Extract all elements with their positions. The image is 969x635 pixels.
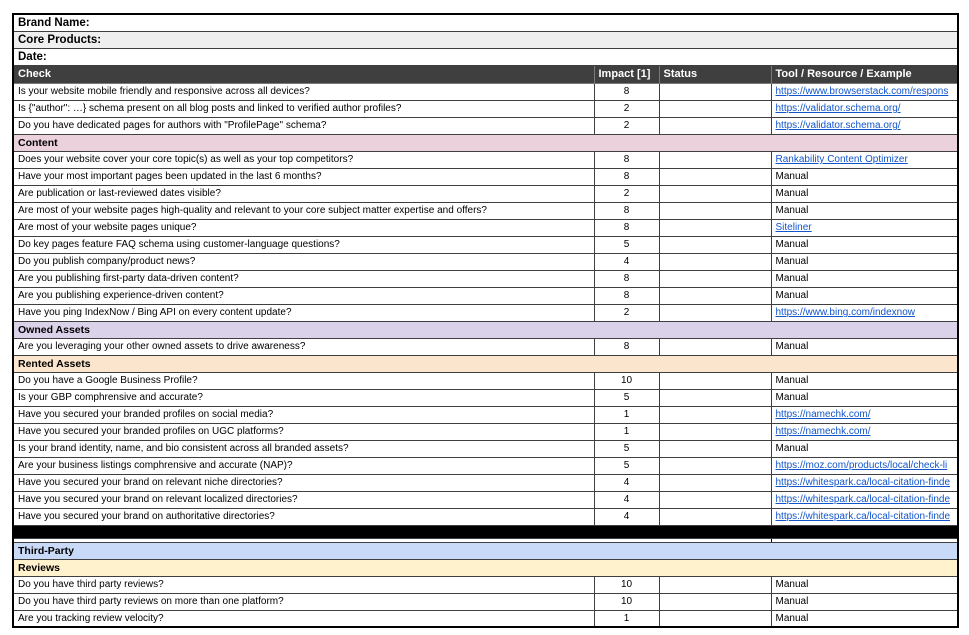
status-cell — [659, 576, 771, 593]
checklist-row — [13, 287, 958, 304]
status-cell — [659, 219, 771, 236]
impact-score-cell: 2 — [594, 117, 659, 134]
section-header-label: Content — [13, 134, 958, 151]
tool-resource-cell: Manual — [771, 168, 958, 185]
status-cell — [659, 168, 771, 185]
status-cell — [659, 236, 771, 253]
tool-resource-cell — [771, 151, 958, 168]
tool-resource-cell — [771, 406, 958, 423]
checklist-row — [13, 304, 958, 321]
impact-score-cell: 1 — [594, 406, 659, 423]
tool-resource-cell: Manual — [771, 440, 958, 457]
status-cell — [659, 593, 771, 610]
impact-score-cell: 8 — [594, 151, 659, 168]
status-cell — [659, 610, 771, 627]
checklist-row — [13, 185, 958, 202]
check-question-cell: Have you ping IndexNow / Bing API on every content update? — [13, 304, 594, 321]
impact-score-cell: 8 — [594, 287, 659, 304]
tool-resource-cell: Manual — [771, 185, 958, 202]
checklist-row — [13, 406, 958, 423]
tool-resource-link[interactable]: Siteliner — [775, 222, 812, 233]
checklist-row — [13, 372, 958, 389]
section-header-row — [13, 542, 958, 559]
check-question-cell: Are most of your website pages unique? — [13, 219, 594, 236]
section-header-row — [13, 355, 958, 372]
tool-resource-cell: Manual — [771, 372, 958, 389]
tool-resource-cell: Manual — [771, 270, 958, 287]
info-row-label: Date: — [13, 48, 958, 65]
status-cell — [659, 423, 771, 440]
checklist-row — [13, 83, 958, 100]
checklist-row — [13, 202, 958, 219]
tool-resource-cell — [771, 491, 958, 508]
tool-resource-cell: Manual — [771, 287, 958, 304]
tool-resource-cell: Manual — [771, 338, 958, 355]
column-header-row — [13, 65, 958, 83]
check-question-cell: Are you tracking review velocity? — [13, 610, 594, 627]
checklist-row — [13, 253, 958, 270]
tool-resource-link[interactable]: https://moz.com/products/local/check-li — [775, 460, 948, 471]
check-question-cell: Do you publish company/product news? — [13, 253, 594, 270]
impact-score-cell: 4 — [594, 491, 659, 508]
impact-score-cell: 1 — [594, 423, 659, 440]
status-cell — [659, 287, 771, 304]
section-header-label: Owned Assets — [13, 321, 958, 338]
status-cell — [659, 406, 771, 423]
column-header-tool: Tool / Resource / Example — [771, 65, 958, 83]
info-row — [13, 14, 958, 31]
status-cell — [659, 389, 771, 406]
status-cell — [659, 270, 771, 287]
impact-score-cell: 2 — [594, 304, 659, 321]
section-header-row — [13, 321, 958, 338]
section-header-label: Rented Assets — [13, 355, 958, 372]
check-question-cell: Are you publishing experience-driven content? — [13, 287, 594, 304]
check-question-cell: Have you secured your brand on relevant localized directories? — [13, 491, 594, 508]
tool-resource-cell — [771, 219, 958, 236]
impact-score-cell: 8 — [594, 202, 659, 219]
impact-score-cell: 10 — [594, 576, 659, 593]
check-question-cell: Is {"author": …} schema present on all blog posts and linked to verified author profiles? — [13, 100, 594, 117]
tool-resource-cell — [771, 423, 958, 440]
checklist-row — [13, 474, 958, 491]
impact-score-cell: 8 — [594, 270, 659, 287]
impact-score-cell: 8 — [594, 83, 659, 100]
status-cell — [659, 508, 771, 525]
checklist-row — [13, 117, 958, 134]
section-header-label: Third-Party — [13, 542, 958, 559]
tool-resource-cell — [771, 457, 958, 474]
status-cell — [659, 83, 771, 100]
check-question-cell: Are you publishing first-party data-driven content? — [13, 270, 594, 287]
check-question-cell: Have you secured your branded profiles on UGC platforms? — [13, 423, 594, 440]
tool-resource-cell: Manual — [771, 236, 958, 253]
tool-resource-cell: Manual — [771, 593, 958, 610]
tool-resource-cell: Manual — [771, 389, 958, 406]
check-question-cell: Do you have a Google Business Profile? — [13, 372, 594, 389]
info-row — [13, 48, 958, 65]
tool-resource-link[interactable]: https://whitespark.ca/local-citation-finde — [775, 494, 951, 505]
info-row-label: Core Products: — [13, 31, 958, 48]
checklist-row — [13, 219, 958, 236]
checklist-row — [13, 440, 958, 457]
impact-score-cell: 10 — [594, 372, 659, 389]
check-question-cell: Have you secured your brand on authoritative directories? — [13, 508, 594, 525]
impact-score-cell: 4 — [594, 253, 659, 270]
tool-resource-cell: Manual — [771, 576, 958, 593]
tool-resource-cell — [771, 304, 958, 321]
impact-score-cell: 1 — [594, 610, 659, 627]
tool-resource-cell — [771, 508, 958, 525]
check-question-cell: Are publication or last-reviewed dates visible? — [13, 185, 594, 202]
checklist-row — [13, 100, 958, 117]
tool-resource-link[interactable]: https://www.browserstack.com/respons — [775, 86, 949, 97]
impact-score-cell: 8 — [594, 168, 659, 185]
impact-score-cell: 4 — [594, 474, 659, 491]
impact-score-cell: 5 — [594, 236, 659, 253]
tool-resource-link[interactable]: https://namechk.com/ — [775, 426, 871, 437]
status-cell — [659, 372, 771, 389]
status-cell — [659, 151, 771, 168]
impact-score-cell: 4 — [594, 508, 659, 525]
status-cell — [659, 491, 771, 508]
section-header-row — [13, 559, 958, 576]
checklist-row — [13, 270, 958, 287]
audit-checklist-table — [12, 13, 959, 628]
tool-resource-link[interactable]: https://whitespark.ca/local-citation-finde — [775, 477, 951, 488]
check-question-cell: Does your website cover your core topic(s) as well as your top competitors? — [13, 151, 594, 168]
info-row-label: Brand Name: — [13, 14, 958, 31]
check-question-cell: Are most of your website pages high-quality and relevant to your core subject matter expertise and offers? — [13, 202, 594, 219]
status-cell — [659, 100, 771, 117]
tool-resource-link[interactable]: https://www.bing.com/indexnow — [775, 307, 916, 318]
checklist-row — [13, 236, 958, 253]
checklist-row — [13, 423, 958, 440]
check-question-cell: Do you have third party reviews? — [13, 576, 594, 593]
check-question-cell: Is your brand identity, name, and bio consistent across all branded assets? — [13, 440, 594, 457]
check-question-cell: Is your GBP comphrensive and accurate? — [13, 389, 594, 406]
check-question-cell: Do you have third party reviews on more than one platform? — [13, 593, 594, 610]
status-cell — [659, 440, 771, 457]
status-cell — [659, 304, 771, 321]
checklist-row — [13, 151, 958, 168]
status-cell — [659, 117, 771, 134]
checklist-row — [13, 338, 958, 355]
impact-score-cell: 2 — [594, 100, 659, 117]
separator-band — [13, 525, 958, 538]
check-question-cell: Have you secured your branded profiles on social media? — [13, 406, 594, 423]
checklist-row — [13, 508, 958, 525]
checklist-row — [13, 610, 958, 627]
impact-score-cell: 5 — [594, 440, 659, 457]
status-cell — [659, 253, 771, 270]
check-question-cell: Are your business listings comphrensive and accurate (NAP)? — [13, 457, 594, 474]
check-question-cell: Have your most important pages been updated in the last 6 months? — [13, 168, 594, 185]
column-header-status: Status — [659, 65, 771, 83]
check-question-cell: Do key pages feature FAQ schema using customer-language questions? — [13, 236, 594, 253]
tool-resource-cell — [771, 474, 958, 491]
impact-score-cell: 10 — [594, 593, 659, 610]
column-header-check: Check — [13, 65, 594, 83]
checklist-row — [13, 593, 958, 610]
checklist-row — [13, 457, 958, 474]
check-question-cell: Are you leveraging your other owned assets to drive awareness? — [13, 338, 594, 355]
table-body — [13, 14, 958, 627]
tool-resource-link[interactable]: https://whitespark.ca/local-citation-finde — [775, 511, 951, 522]
tool-resource-link[interactable]: Rankability Content Optimizer — [775, 154, 908, 165]
status-cell — [659, 474, 771, 491]
section-header-label: Reviews — [13, 559, 958, 576]
status-cell — [659, 457, 771, 474]
info-row — [13, 31, 958, 48]
status-cell — [659, 338, 771, 355]
check-question-cell: Have you secured your brand on relevant niche directories? — [13, 474, 594, 491]
tool-resource-cell: Manual — [771, 610, 958, 627]
checklist-row — [13, 389, 958, 406]
check-question-cell: Is your website mobile friendly and responsive across all devices? — [13, 83, 594, 100]
separator-row — [13, 525, 958, 538]
section-header-row — [13, 134, 958, 151]
impact-score-cell: 5 — [594, 457, 659, 474]
checklist-row — [13, 576, 958, 593]
impact-score-cell: 5 — [594, 389, 659, 406]
status-cell — [659, 202, 771, 219]
impact-score-cell: 8 — [594, 338, 659, 355]
tool-resource-link[interactable]: https://namechk.com/ — [775, 409, 871, 420]
column-header-impact: Impact [1] — [594, 65, 659, 83]
check-question-cell: Do you have dedicated pages for authors with "ProfilePage" schema? — [13, 117, 594, 134]
tool-resource-cell — [771, 83, 958, 100]
tool-resource-cell: Manual — [771, 253, 958, 270]
checklist-row — [13, 168, 958, 185]
status-cell — [659, 185, 771, 202]
impact-score-cell: 2 — [594, 185, 659, 202]
tool-resource-cell — [771, 100, 958, 117]
tool-resource-cell: Manual — [771, 202, 958, 219]
impact-score-cell: 8 — [594, 219, 659, 236]
tool-resource-cell — [771, 117, 958, 134]
tool-resource-link[interactable]: https://validator.schema.org/ — [775, 103, 901, 114]
tool-resource-link[interactable]: https://validator.schema.org/ — [775, 120, 901, 131]
checklist-row — [13, 491, 958, 508]
